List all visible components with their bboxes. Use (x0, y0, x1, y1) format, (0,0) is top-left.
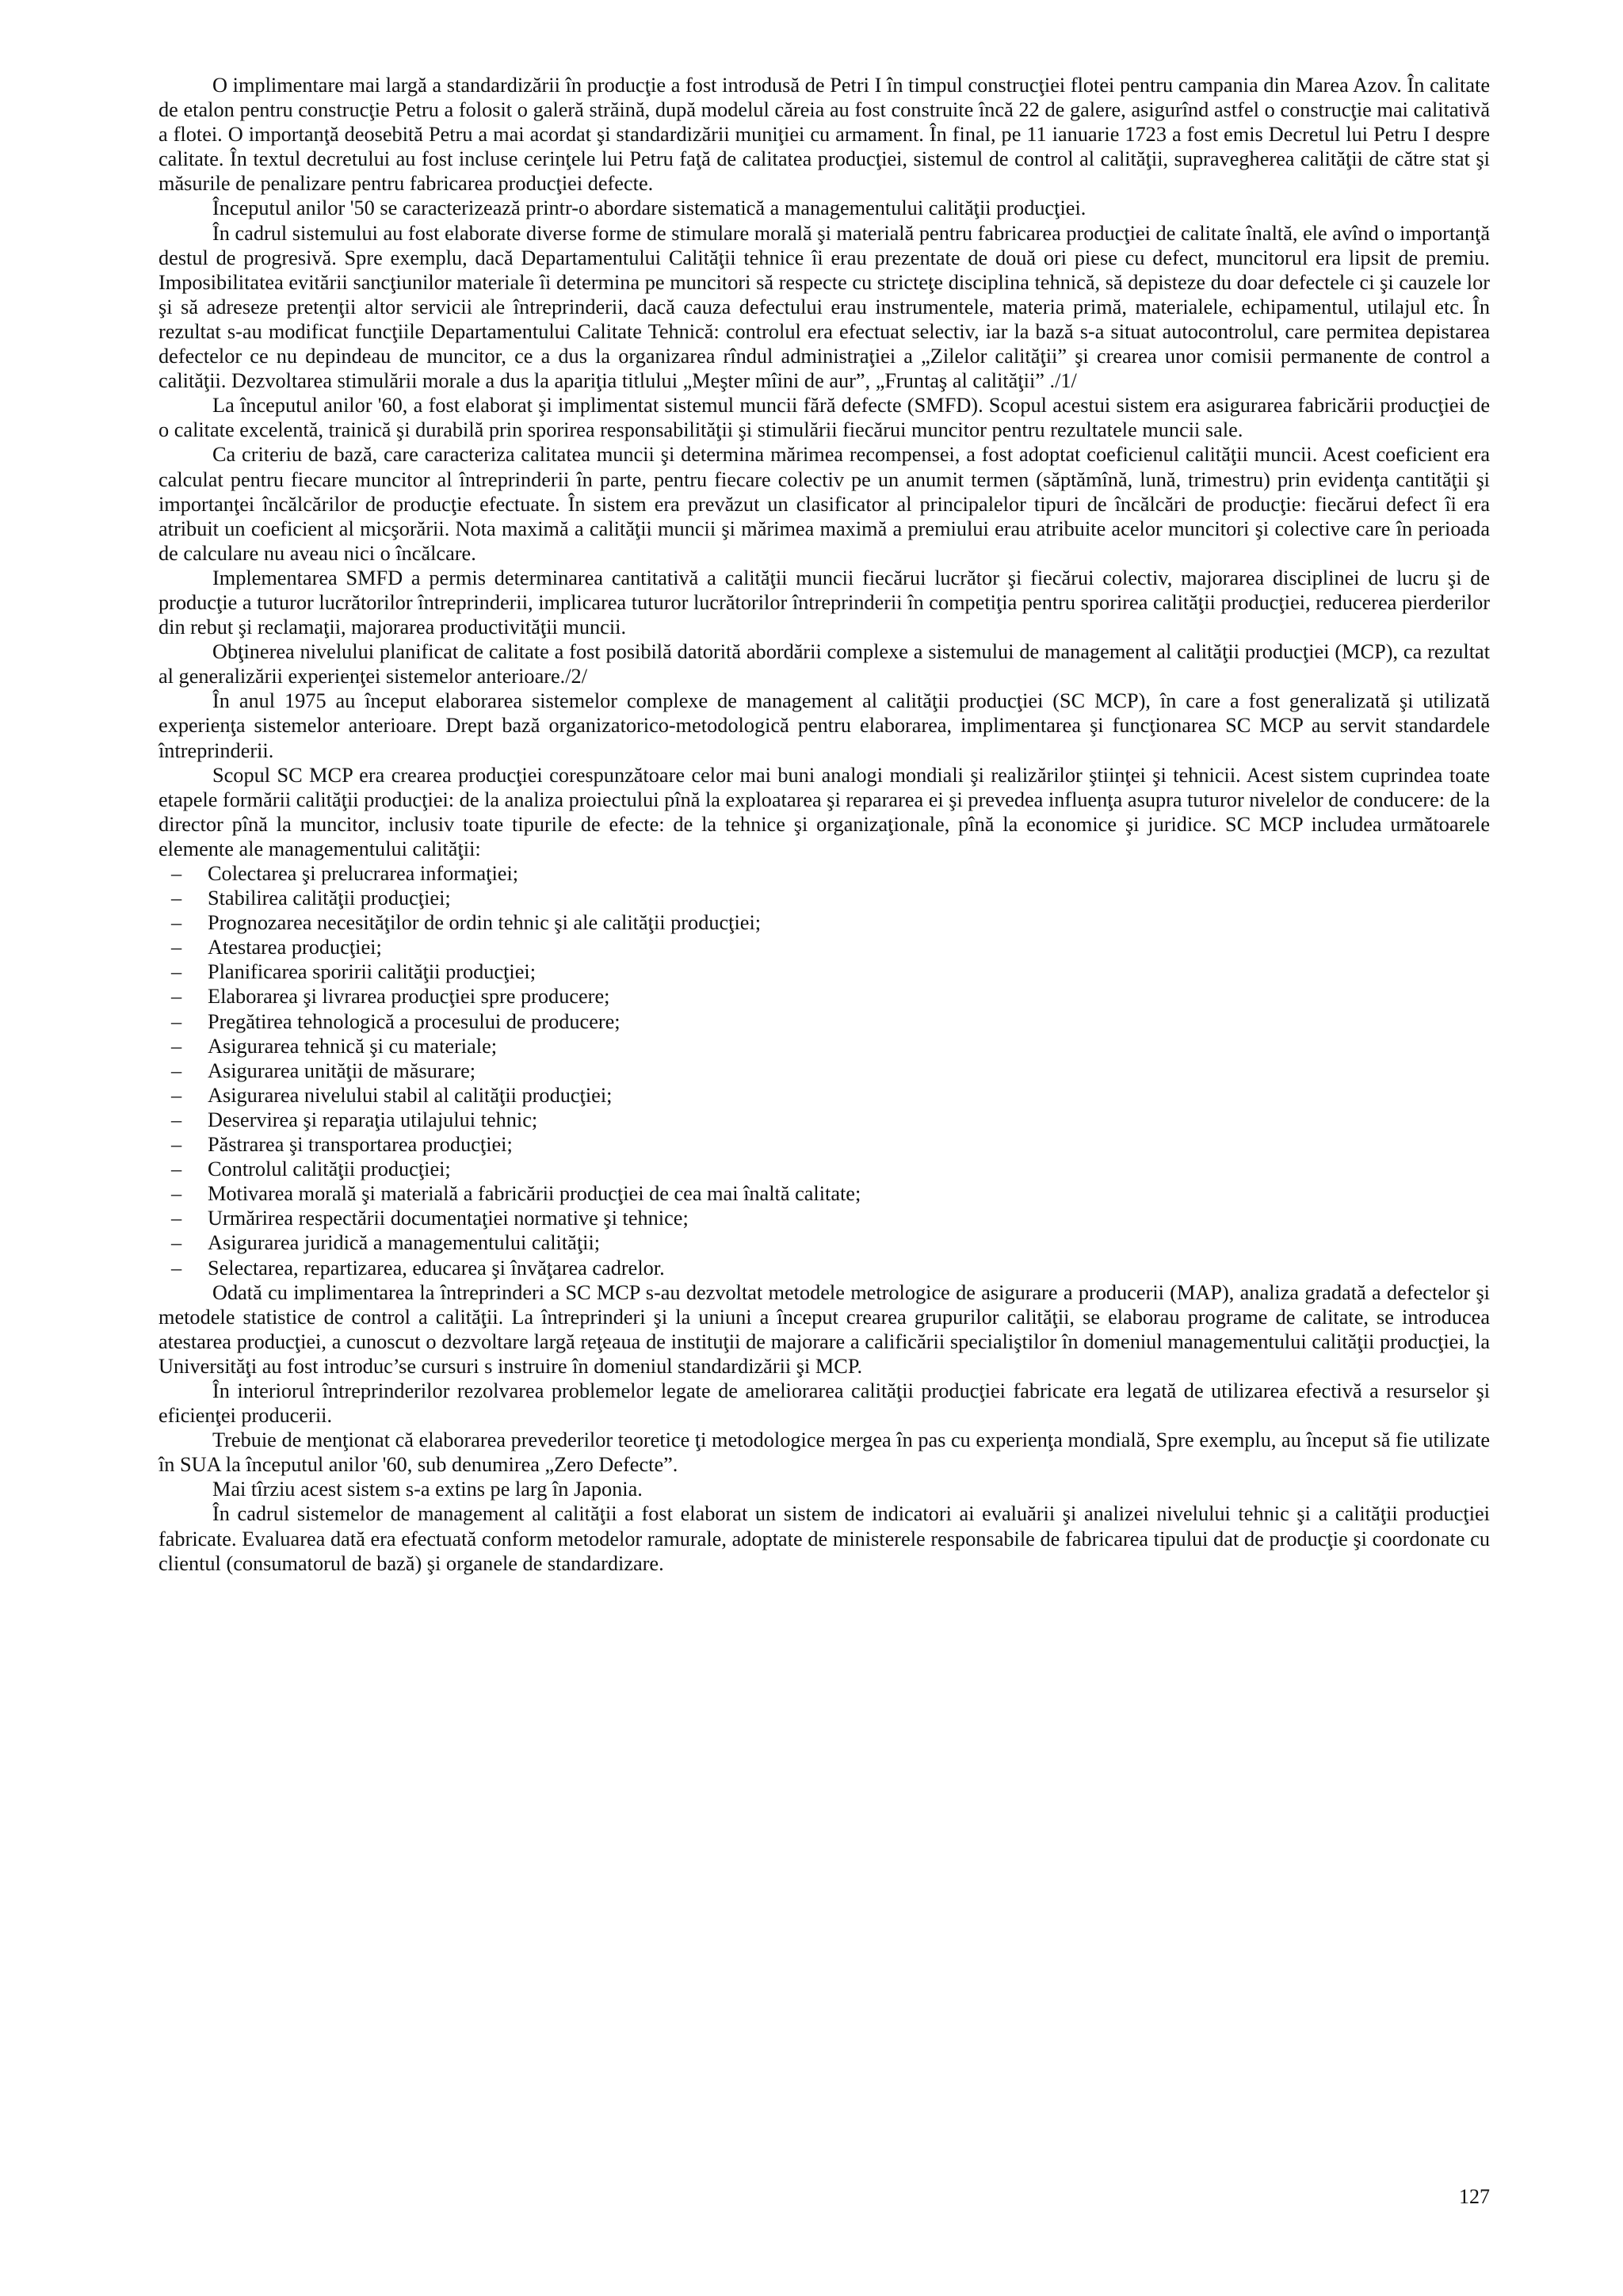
list-item (158, 861, 1490, 886)
list-item-text: Asigurarea nivelului stabil al calităţii producţiei; (208, 1083, 613, 1107)
paragraph: Scopul SC MCP era crearea producţiei corespunzătoare celor mai buni analogi mondiali şi realizărilor ştiinţei şi tehnicii. Acest sistem cuprindea toate etapele formării calităţii producţiei: de la analiza proiectului pînă la exploatarea şi repararea ei şi prevedea influenţa asupra tuturor nivelelor de conducere: de la director pînă la muncitor, inclusiv toate tipurile de efecte: de la tehnice şi organizaţionale, pînă la economice şi juridice. SC MCP includea următoarele elemente ale managementului calităţii: (158, 763, 1490, 860)
paragraph: Începutul anilor '50 se caracterizează printr-o abordare sistematică a managementului calităţii producţiei. (212, 196, 1086, 220)
dash-bullet: – (171, 862, 182, 885)
list-item-text: Prognozarea necesităţilor de ordin tehnic şi ale calităţii producţiei; (208, 911, 762, 935)
list-item (158, 1058, 1490, 1083)
dash-bullet: – (171, 1058, 182, 1082)
dash-bullet: – (171, 985, 182, 1009)
paragraphs-after (158, 1280, 1490, 1576)
paragraph: Implementarea SMFD a permis determinarea cantitativă a calităţii muncii fiecărui lucrător şi fiecărui colectiv, majorarea disciplinei de lucru şi de producţie a tuturor lucrătorilor întreprinderii, implicarea tuturor lucrătorilor întreprinderii în competiţia pentru sporirea calităţii producţiei, reducerea pierderilor din rebut şi reclamaţii, majorarea productivităţii muncii. (158, 566, 1490, 639)
dash-bullet: – (171, 960, 182, 984)
list-item-text: Atestarea producţiei; (208, 936, 382, 959)
list-item-text: Planificarea sporirii calităţii producţiei; (208, 960, 537, 984)
dash-bullet: – (171, 1158, 182, 1181)
dash-bullet: – (171, 1034, 182, 1058)
dash-bullet: – (171, 1256, 182, 1280)
list-item-text: Controlul calităţii producţiei; (208, 1158, 451, 1181)
list-item (158, 935, 1490, 959)
quality-elements-list (158, 861, 1490, 1280)
dash-bullet: – (171, 1231, 182, 1255)
paragraph: În cadrul sistemului au fost elaborate diverse forme de stimulare morală şi materială pentru fabricarea producţiei de calitate înaltă, ele avînd o importanţă destul de progresivă. Spre exemplu, dacă Departamentului Calităţii tehnice îi erau prezentate de două ori piese cu defect, muncitorul era lipsit de premiu. Imposibilitatea evitării sancţiunilor materiale îi determina pe muncitori să respecte cu stricteţe disciplina tehnică, să depisteze du doar defectele ci şi cauzele lor şi să adreseze pretenţii altor servicii ale întreprinderii, dacă cauza defectului erau instrumentele, materia primă, materialele, echipamentul, utilajul etc. În rezultat s-au modificat funcţiile Departamentului Calitate Tehnică: controlul era efectuat selectiv, iar la bază s-a situat autocontrolul, care permitea depistarea defectelor ce nu depindeau de muncitor, ce a dus la organizarea rîndul administraţiei a „Zilelor calităţii” şi crearea unor comisii permanente de control a calităţii. Dezvoltarea stimulării morale a dus la apariţia titlului „Meşter mîini de aur”, „Fruntaş al calităţii” ./1/ (158, 221, 1490, 393)
paragraph: În interiorul întreprinderilor rezolvarea problemelor legate de ameliorarea calităţii producţiei fabricate era legată de utilizarea efectivă a resurselor şi eficienţei producerii. (158, 1379, 1490, 1428)
list-item (158, 1181, 1490, 1206)
list-item (158, 1009, 1490, 1034)
list-item (158, 1108, 1490, 1132)
paragraph: În anul 1975 au început elaborarea sistemelor complexe de management al calităţii producţiei (SC MCP), în care a fost generalizată şi utilizată experienţa sistemelor anterioare. Drept bază organizatorico-metodologică pentru elaborarea, implimentarea şi funcţionarea SC MCP au servit standardele întreprinderii. (158, 689, 1490, 762)
paragraphs-before (158, 73, 1490, 861)
paragraph: Trebuie de menţionat că elaborarea prevederilor teoretice ţi metodologice mergea în pas cu experienţa mondială, Spre exemplu, au început să fie utilizate în SUA la începutul anilor '60, sub denumirea „Zero Defecte”. (158, 1428, 1490, 1477)
document-body (158, 73, 1490, 1576)
dash-bullet: – (171, 936, 182, 959)
dash-bullet: – (171, 1083, 182, 1107)
list-item-text: Deservirea şi reparaţia utilajului tehnic; (208, 1108, 538, 1131)
paragraph: Odată cu implimentarea la întreprinderi a SC MCP s-au dezvoltat metodele metrologice de asigurare a producerii (MAP), analiza gradată a defectelor şi metodele statistice de control a calităţii. La întreprinderi şi la uniuni a început crearea grupurilor calităţii, se elaborau programe de calitate, se introducea atestarea producţiei, a cunoscut o dezvoltare largă reţeaua de instituţii de majorare a calificării specialiştilor în domeniul managementului calităţii producţiei, la Universităţi au fost introduc’se cursuri s instruire în domeniul standardizării şi MCP. (158, 1280, 1490, 1378)
list-item (158, 1230, 1490, 1255)
list-item (158, 959, 1490, 984)
list-item-text: Stabilirea calităţii producţiei; (208, 887, 451, 910)
dash-bullet: – (171, 1009, 182, 1033)
list-item (158, 910, 1490, 935)
paragraph: În cadrul sistemelor de management al calităţii a fost elaborat un sistem de indicatori ai evaluării şi analizei nivelului tehnic şi a calităţii producţiei fabricate. Evaluarea dată era efectuată conform metodelor ramurale, adoptate de ministerele responsabile de fabricarea tipului dat de producţie şi coordonate cu clientul (consumatorul de bază) şi organele de standardizare. (158, 1502, 1490, 1575)
dash-bullet: – (171, 1133, 182, 1157)
list-item (158, 984, 1490, 1009)
list-item-text: Asigurarea unităţii de măsurare; (208, 1058, 476, 1082)
list-item-text: Colectarea şi prelucrarea informaţiei; (208, 862, 519, 885)
list-item (158, 1157, 1490, 1181)
dash-bullet: – (171, 1207, 182, 1230)
list-item (158, 1206, 1490, 1230)
list-item (158, 1256, 1490, 1280)
dash-bullet: – (171, 1108, 182, 1131)
list-item-text: Păstrarea şi transportarea producţiei; (208, 1133, 513, 1157)
list-item-text: Selectarea, repartizarea, educarea şi învăţarea cadrelor. (208, 1256, 665, 1280)
list-item (158, 886, 1490, 910)
list-item (158, 1034, 1490, 1058)
paragraph: Mai tîrziu acest sistem s-a extins pe larg în Japonia. (212, 1478, 643, 1501)
dash-bullet: – (171, 911, 182, 935)
page-number: 127 (1459, 2185, 1490, 2208)
list-item-text: Elaborarea şi livrarea producţiei spre producere; (208, 985, 610, 1009)
list-item-text: Asigurarea juridică a managementului calităţii; (208, 1231, 601, 1255)
list-item-text: Urmărirea respectării documentaţiei normative şi tehnice; (208, 1207, 689, 1230)
dash-bullet: – (171, 1182, 182, 1206)
paragraph: La începutul anilor '60, a fost elaborat şi implimentat sistemul muncii fără defecte (SMFD). Scopul acestui sistem era asigurarea fabricării producţiei de o calitate excelentă, trainică şi durabilă prin sporirea responsabilităţii şi stimulării fiecărui muncitor pentru rezultatele muncii sale. (158, 394, 1490, 442)
paragraph: Ca criteriu de bază, care caracteriza calitatea muncii şi determina mărimea recompensei, a fost adoptat coeficienul calităţii muncii. Acest coeficient era calculat pentru fiecare muncitor al întreprinderii în parte, pentru fiecare colectiv pe un anumit termen (săptămînă, lună, trimestru) prin evidenţa cantităţii şi importanţei încălcărilor de producţie efectuate. În sistem era prevăzut un clasificator al principalelor tipuri de încălcări de producţie: fiecărui defect îi era atribuit un coeficient al micşorării. Nota maximă a calităţii muncii şi mărimea maximă a premiului erau atribuite acelor muncitori şi colective care în perioada de calculare nu aveau nici o încălcare. (158, 443, 1490, 565)
paragraph: Obţinerea nivelului planificat de calitate a fost posibilă datorită abordării complexe a sistemului de management al calităţii producţiei (MCP), ca rezultat al generalizării experienţei sistemelor anterioare./2/ (158, 640, 1490, 688)
list-item-text: Asigurarea tehnică şi cu materiale; (208, 1034, 498, 1058)
list-item (158, 1083, 1490, 1108)
list-item (158, 1132, 1490, 1157)
list-item-text: Motivarea morală şi materială a fabricării producţiei de cea mai înaltă calitate; (208, 1182, 861, 1206)
dash-bullet: – (171, 887, 182, 910)
paragraph: O implimentare mai largă a standardizării în producţie a fost introdusă de Petri I în timpul construcţiei flotei pentru campania din Marea Azov. În calitate de etalon pentru construcţie Petru a folosit o galeră străină, după modelul căreia au fost construite încă 22 de galere, asigurînd astfel o construcţie mai calitativă a flotei. O importanţă deosebită Petru a mai acordat şi standardizării muniţiei cu armament. În final, pe 11 ianuarie 1723 a fost emis Decretul lui Petru I despre calitate. În textul decretului au fost incluse cerinţele lui Petru faţă de calitatea producţiei, sistemul de control al calităţii, supravegherea calităţii de către stat şi măsurile de penalizare pentru fabricarea producţiei defecte. (158, 74, 1490, 196)
list-item-text: Pregătirea tehnologică a procesului de producere; (208, 1009, 621, 1033)
